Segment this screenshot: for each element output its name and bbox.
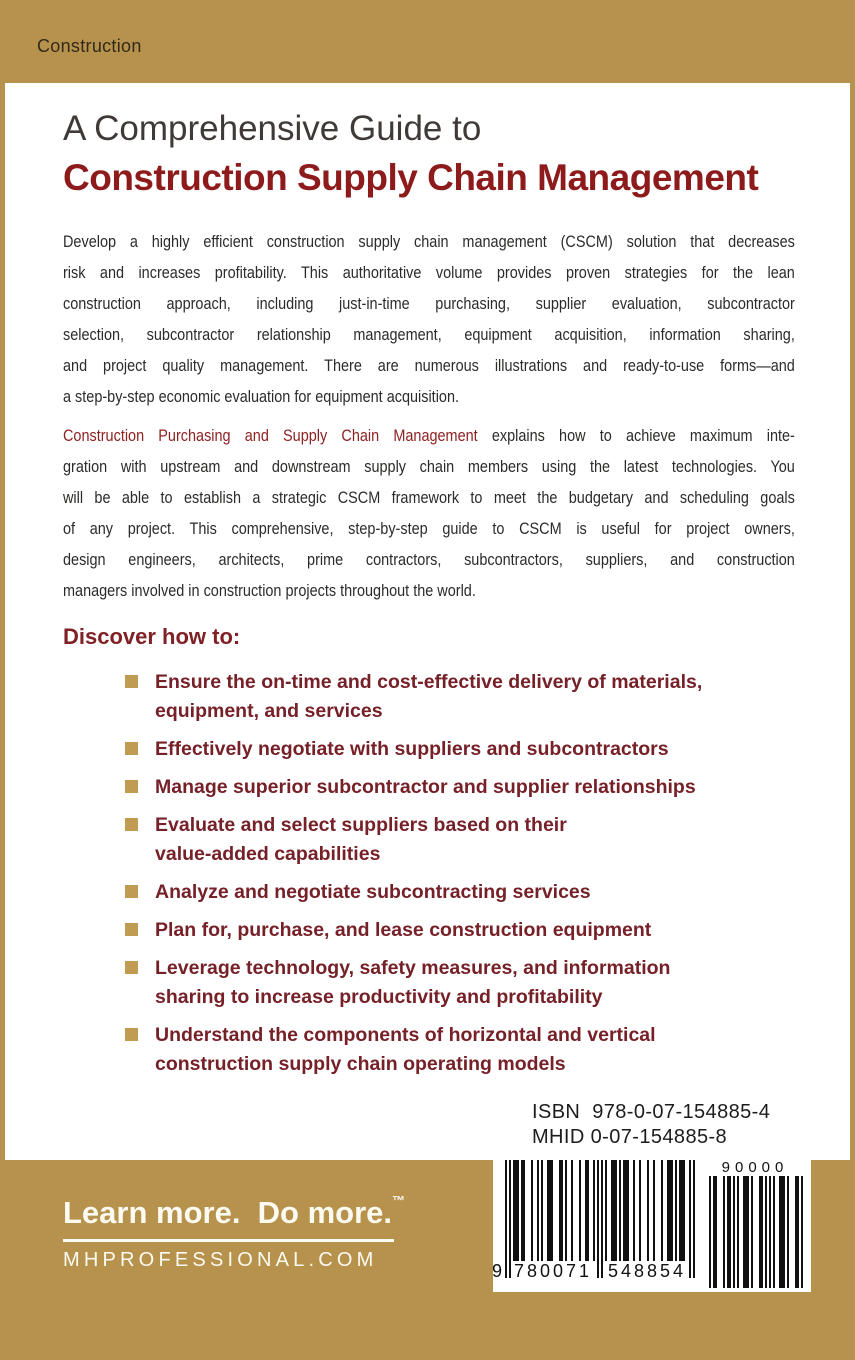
barcode-lead-digit: 9 [492, 1261, 503, 1281]
barcode-bar [787, 1176, 789, 1288]
barcode-bar [751, 1176, 753, 1288]
bullet-item [125, 1021, 805, 1079]
bullet-text [155, 735, 669, 764]
barcode-bar [605, 1160, 607, 1261]
text-line: managers involved in construction projects throughout the world. [63, 581, 476, 600]
barcode-bar [801, 1176, 803, 1288]
bullet-text-line: Understand the components of horizontal and vertical [155, 1024, 656, 1046]
bullet-text [155, 773, 696, 802]
description-paragraph-2 [63, 420, 795, 606]
barcode-bar [761, 1176, 763, 1288]
bullet-item [125, 773, 805, 802]
bullet-square-icon [125, 923, 138, 936]
barcode-bar [615, 1160, 617, 1261]
bullet-text [155, 811, 567, 869]
text-line: Develop a highly efficient construction supply chain management (CSCM) solution that decreases [63, 232, 795, 251]
barcode-group1: 780071 [513, 1261, 593, 1281]
barcode-bar [593, 1160, 595, 1261]
ean5-supplement [707, 1159, 803, 1288]
bullet-square-icon [125, 1028, 138, 1041]
trademark-symbol: ™ [392, 1193, 406, 1208]
bullet-text-line: sharing to increase productivity and profitability [155, 986, 603, 1008]
bullet-item [125, 735, 805, 764]
discover-heading: Discover how to: [63, 624, 241, 649]
bullet-text-line: Evaluate and select suppliers based on their [155, 814, 567, 836]
bullet-square-icon [125, 780, 138, 793]
bullet-square-icon [125, 675, 138, 688]
barcode-bar [541, 1160, 543, 1261]
barcode-bar [773, 1176, 775, 1288]
barcode-bar [565, 1160, 567, 1261]
isbn-number: ISBN 978-0-07-154885-4 [532, 1101, 771, 1123]
barcode-bar [729, 1176, 731, 1288]
bullet-square-icon [125, 885, 138, 898]
content-panel [5, 83, 850, 1160]
barcode-bar [537, 1160, 539, 1261]
text-line: design engineers, architects, prime contractors, subcontractors, suppliers, and construction [63, 550, 795, 569]
barcode-digits [492, 1259, 695, 1281]
text-line: a step-by-step economic evaluation for equipment acquisition. [63, 387, 459, 406]
description-paragraph-1 [63, 226, 795, 412]
barcode-bar [671, 1160, 673, 1261]
barcode-bar [627, 1160, 629, 1261]
bullet-item [125, 811, 805, 869]
text-line: risk and increases profitability. This authoritative volume provides proven strategies for the lean [63, 263, 795, 282]
bullet-text [155, 1021, 656, 1079]
publisher-website: MHPROFESSIONAL.COM [63, 1249, 378, 1271]
bullet-text [155, 916, 651, 945]
supplement-digits: 90000 [721, 1159, 789, 1176]
publisher-footer [63, 1193, 405, 1272]
barcode-bar [723, 1176, 725, 1288]
text-line: and project quality management. There are numerous illustrations and ready-to-use forms—and [63, 356, 795, 375]
isbn-block [532, 1100, 770, 1150]
barcode-bar [661, 1160, 663, 1261]
bullet-text [155, 954, 670, 1012]
barcode-bar [531, 1160, 533, 1261]
barcode-bar [639, 1160, 641, 1261]
bullet-square-icon [125, 818, 138, 831]
barcode-bar [571, 1160, 573, 1261]
barcode-bar [765, 1176, 767, 1288]
text-line: will be able to establish a strategic CSCM framework to meet the budgetary and scheduling goals [63, 488, 795, 507]
mhid-number: MHID 0-07-154885-8 [532, 1126, 728, 1148]
bullet-text-line: Leverage technology, safety measures, and information [155, 957, 671, 979]
bullet-item [125, 878, 805, 907]
bullet-item [125, 668, 805, 726]
barcode-bar [647, 1160, 649, 1261]
barcode-bar [769, 1176, 771, 1288]
ean5-bars [707, 1176, 803, 1288]
text-line: construction approach, including just-in-time purchasing, supplier evaluation, subcontractor [63, 294, 795, 313]
text-line: Construction Purchasing and Supply Chain Management explains how to achieve maximum inte- [63, 426, 795, 445]
category-label: Construction [37, 36, 142, 56]
bullet-text-line: equipment, and services [155, 700, 383, 722]
text-line: of any project. This comprehensive, step-by-step guide to CSCM is useful for project owners, [63, 519, 795, 538]
barcode-bar [783, 1176, 785, 1288]
divider-line [63, 1239, 394, 1242]
book-title: Construction Supply Chain Management [63, 157, 759, 198]
bullet-item [125, 954, 805, 1012]
book-subtitle: A Comprehensive Guide to [63, 109, 482, 148]
bullet-item [125, 916, 805, 945]
barcode-bar [709, 1176, 711, 1288]
barcode-bar [675, 1160, 677, 1261]
bullet-text-line: Analyze and negotiate subcontracting services [155, 881, 591, 903]
bullet-text-line: value-added capabilities [155, 843, 381, 865]
bullet-text [155, 878, 591, 907]
barcode-bar [715, 1176, 717, 1288]
bullet-text-line: construction supply chain operating models [155, 1053, 566, 1075]
barcode-bar [587, 1160, 589, 1261]
barcode-bar [579, 1160, 581, 1261]
barcode-bar [653, 1160, 655, 1261]
barcode-bar [733, 1176, 735, 1288]
bullet-text-line: Effectively negotiate with suppliers and subcontractors [155, 738, 669, 760]
book-title-inline: Construction Purchasing and Supply Chain Management [63, 426, 478, 445]
text-line: gration with upstream and downstream supply chain members using the latest technologies. You [63, 457, 795, 476]
barcode-bar [797, 1176, 799, 1288]
bullet-square-icon [125, 742, 138, 755]
barcode-bar [551, 1160, 553, 1261]
bullet-text-line: Manage superior subcontractor and supplier relationships [155, 776, 696, 798]
barcode-bar [523, 1160, 525, 1261]
tagline-text: Learn more. Do more. [63, 1195, 393, 1230]
barcode-bar [517, 1160, 519, 1261]
barcode-bar [619, 1160, 621, 1261]
bullet-square-icon [125, 961, 138, 974]
barcode-bar [683, 1160, 685, 1261]
bullet-text-line: Ensure the on-time and cost-effective delivery of materials, [155, 671, 703, 693]
bullet-text-line: Plan for, purchase, and lease construction equipment [155, 919, 652, 941]
bullet-text [155, 668, 702, 726]
bullet-list [125, 668, 805, 1088]
barcode-bar [747, 1176, 749, 1288]
barcode-group2: 548854 [607, 1261, 687, 1281]
text-line: selection, subcontractor relationship management, equipment acquisition, information sharing, [63, 325, 795, 344]
barcode-bar [633, 1160, 635, 1261]
publisher-tagline [63, 1193, 405, 1231]
barcode-bar [561, 1160, 563, 1261]
barcode-panel [493, 1157, 811, 1292]
barcode-bar [737, 1176, 739, 1288]
